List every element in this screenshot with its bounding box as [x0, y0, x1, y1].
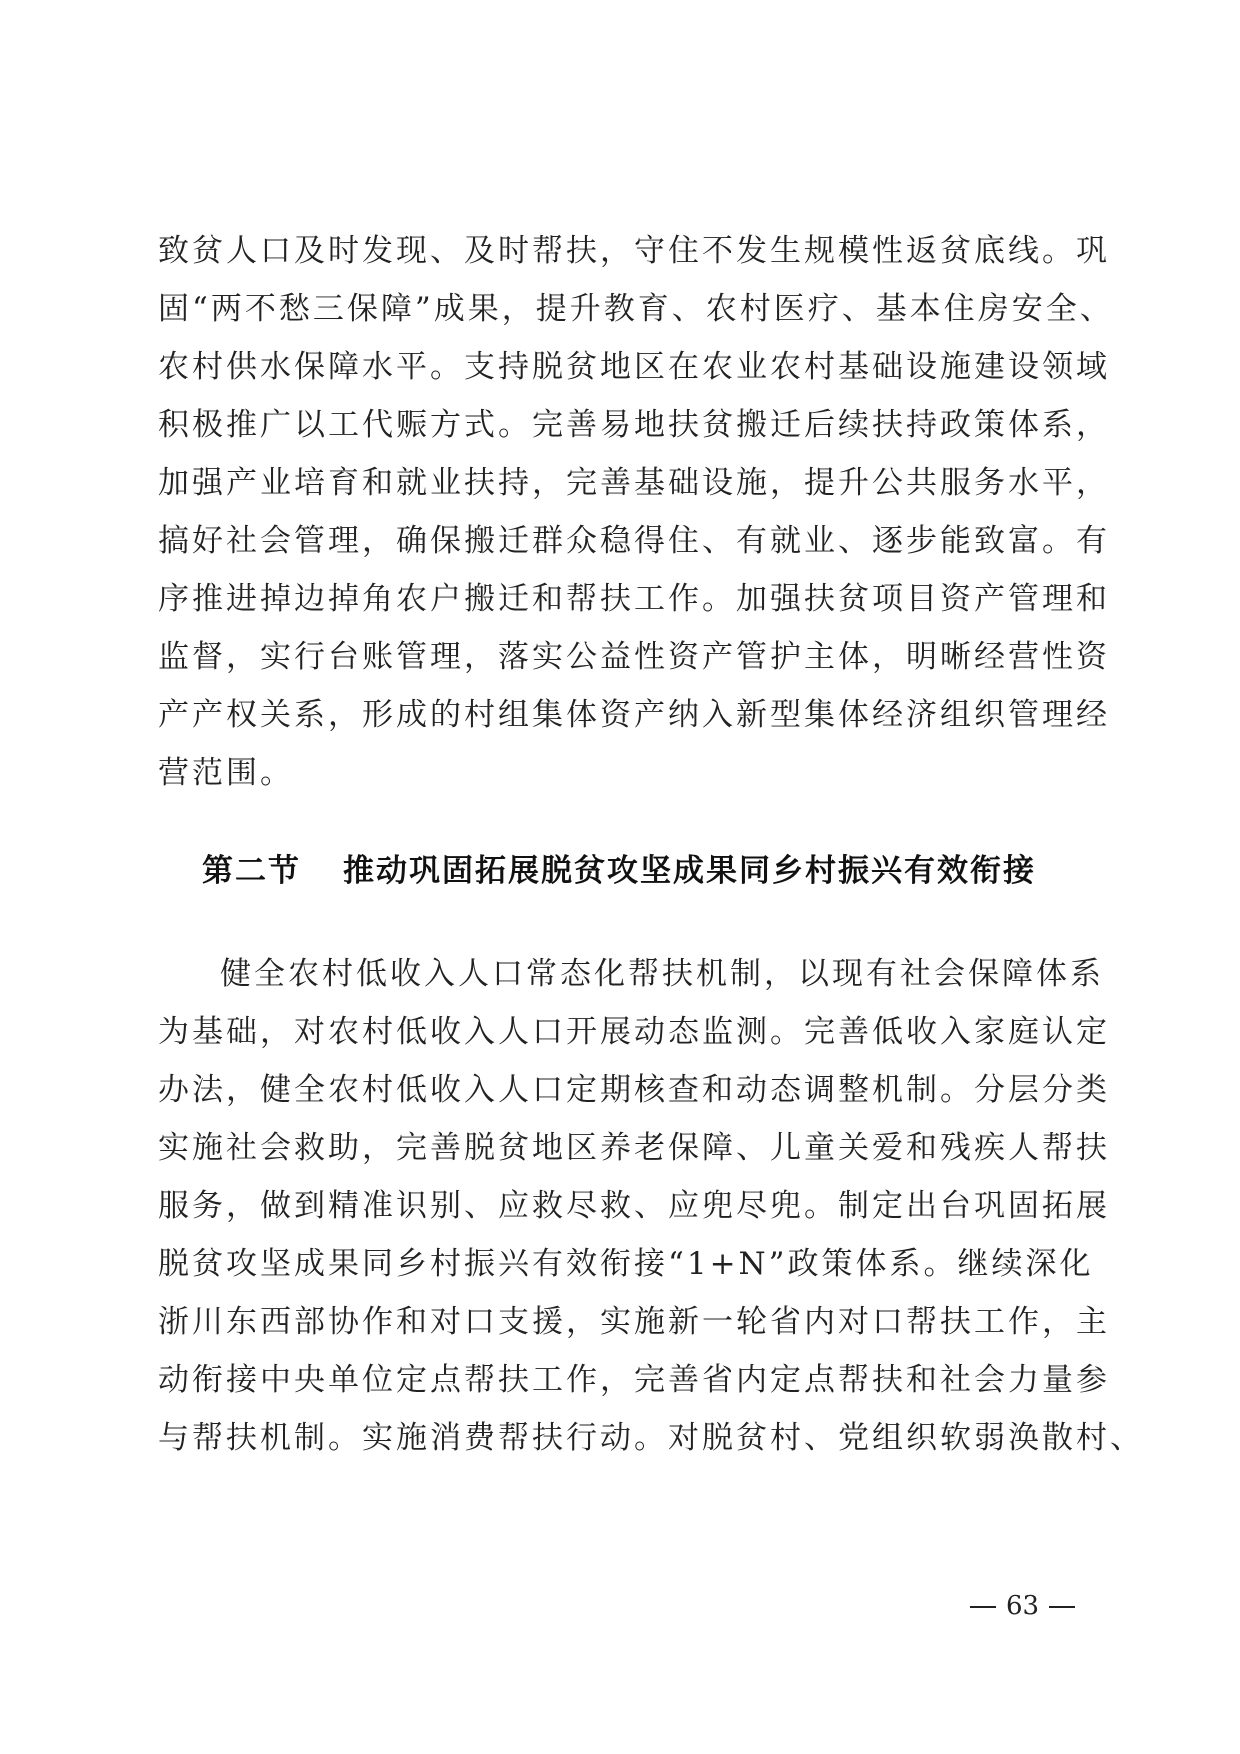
footer-dash-left — [970, 1606, 996, 1608]
text-line: 服务，做到精准识别、应救尽救、应兜尽兜。制定出台巩固拓展 — [158, 1188, 1110, 1224]
text-line: 加强产业培育和就业扶持，完善基础设施，提升公共服务水平， — [158, 465, 1110, 501]
text-line: 健全农村低收入人口常态化帮扶机制，以现有社会保障体系 — [220, 956, 1104, 992]
section-title: 推动巩固拓展脱贫攻坚成果同乡村振兴有效衔接 — [343, 853, 1036, 889]
page-footer — [970, 1586, 1075, 1626]
text-line: 农村供水保障水平。支持脱贫地区在农业农村基础设施建设领域 — [158, 349, 1110, 385]
page-number: 63 — [1006, 1591, 1040, 1621]
paragraph-body — [158, 945, 1144, 1467]
text-line: 与帮扶机制。实施消费帮扶行动。对脱贫村、党组织软弱涣散村、 — [158, 1420, 1144, 1456]
text-line: 监督，实行台账管理，落实公益性资产管护主体，明晰经营性资 — [158, 639, 1110, 675]
section-heading — [158, 842, 1088, 900]
text-line: 浙川东西部协作和对口支援，实施新一轮省内对口帮扶工作，主 — [158, 1304, 1110, 1340]
text-line: 产产权关系，形成的村组集体资产纳入新型集体经济组织管理经 — [158, 697, 1110, 733]
paragraph-continued — [158, 222, 1114, 802]
text-line: 营范围。 — [158, 755, 294, 791]
text-line: 固“两不愁三保障”成果，提升教育、农村医疗、基本住房安全、 — [158, 291, 1114, 327]
text-line: 序推进掉边掉角农户搬迁和帮扶工作。加强扶贫项目资产管理和 — [158, 581, 1110, 617]
text-line: 办法，健全农村低收入人口定期核查和动态调整机制。分层分类 — [158, 1072, 1110, 1108]
text-line: 脱贫攻坚成果同乡村振兴有效衔接“1+N”政策体系。继续深化 — [158, 1246, 1094, 1282]
text-line: 积极推广以工代赈方式。完善易地扶贫搬迁后续扶持政策体系， — [158, 407, 1110, 443]
text-line: 实施社会救助，完善脱贫地区养老保障、儿童关爱和残疾人帮扶 — [158, 1130, 1110, 1166]
text-line: 动衔接中央单位定点帮扶工作，完善省内定点帮扶和社会力量参 — [158, 1362, 1110, 1398]
footer-dash-right — [1049, 1606, 1075, 1608]
text-line: 搞好社会管理，确保搬迁群众稳得住、有就业、逐步能致富。有 — [158, 523, 1110, 559]
section-number: 第二节 — [202, 853, 301, 889]
text-line: 为基础，对农村低收入人口开展动态监测。完善低收入家庭认定 — [158, 1014, 1110, 1050]
text-line: 致贫人口及时发现、及时帮扶，守住不发生规模性返贫底线。巩 — [158, 233, 1110, 269]
page-content — [158, 222, 1144, 1467]
